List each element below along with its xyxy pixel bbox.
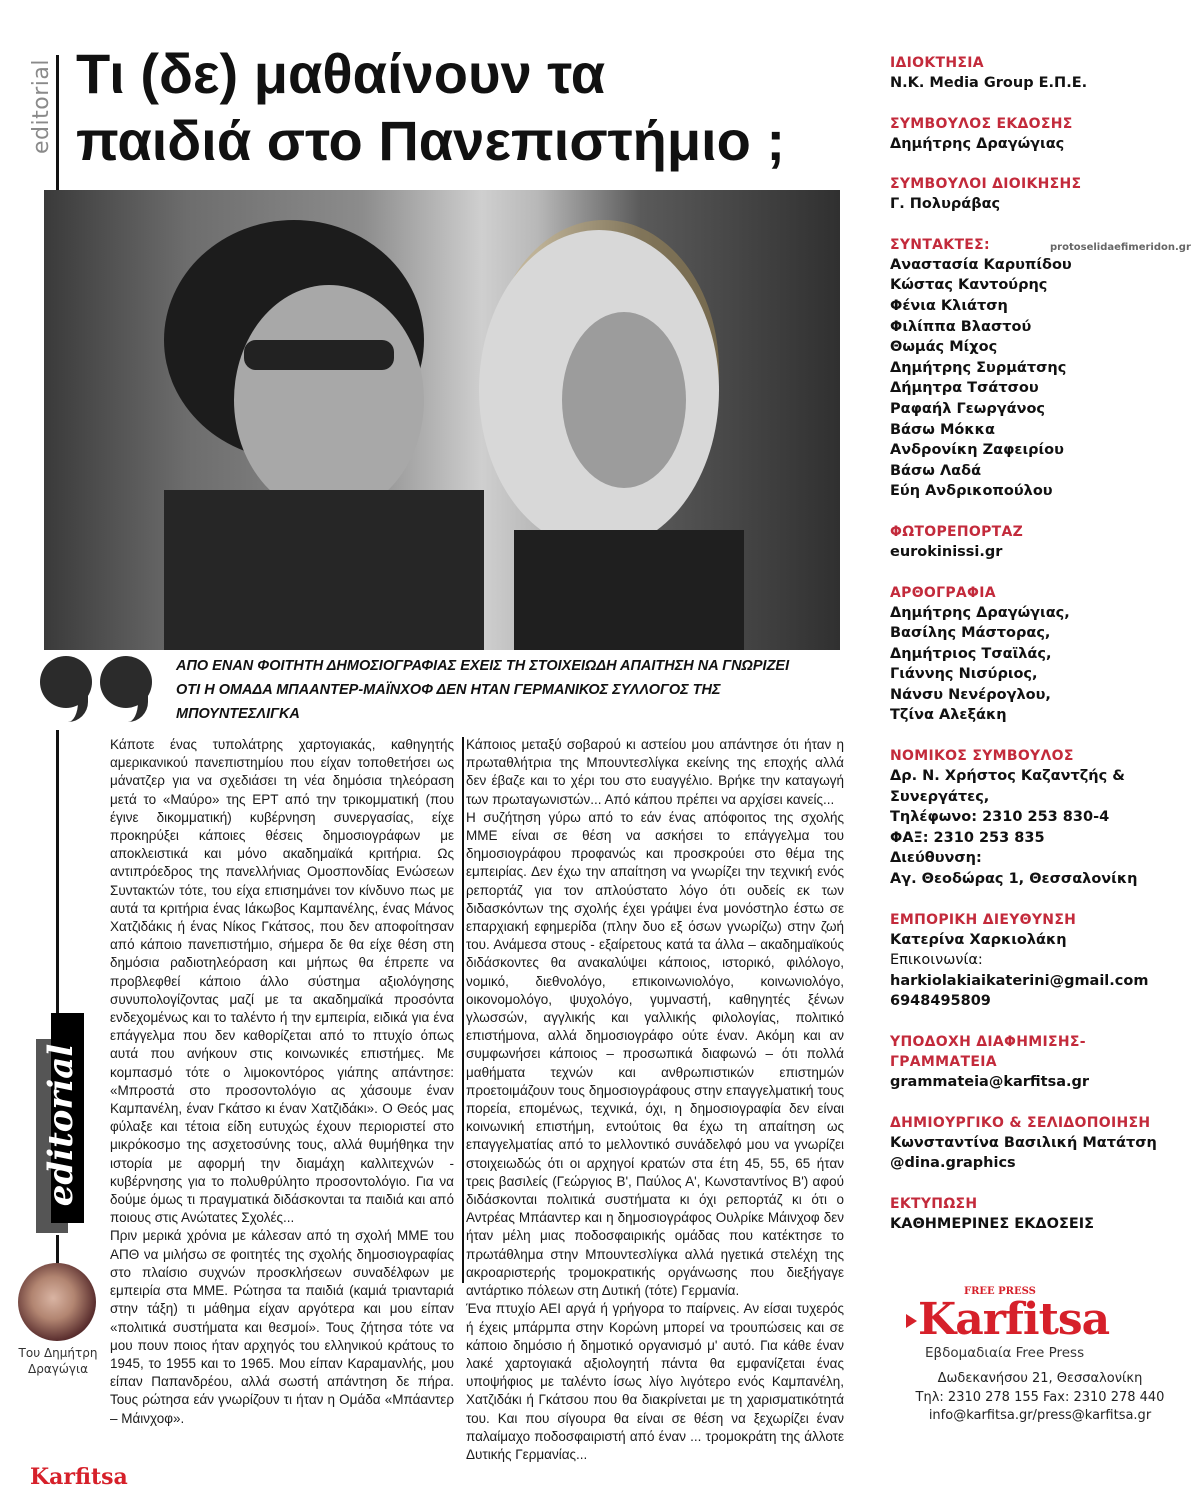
masthead-section [890,583,1195,727]
masthead-heading: ΙΔΙΟΚΤΗΣΙΑ [890,55,984,71]
masthead-heading: ΣΥΝΤΑΚΤΕΣ: [890,236,990,253]
masthead-section [890,1113,1195,1174]
quote-mark-icon [40,656,92,708]
masthead-line: eurokinissi.gr [890,543,1003,560]
masthead-line: Βάσω Μόκκα [890,421,995,438]
headline: Τι (δε) μαθαίνουν τα παιδιά στο Πανεπιστήμιο ; [76,42,786,172]
masthead [890,53,1195,1254]
masthead-label: Επικοινωνία: [890,952,983,969]
publisher-contact: Δωδεκανήσου 21, Θεσσαλονίκη Τηλ: 2310 278 155 Fax: 2310 278 440 info@karfitsa.gr/press@karfitsa.gr [915,1371,1165,1423]
masthead-line: Τζίνα Αλεξάκη [890,707,1007,724]
masthead-line: Διεύθυνση: [890,850,982,867]
masthead-line: Δημήτρης Δραγώγιας, [890,604,1070,621]
column-rule [462,737,464,1283]
masthead-line: Ν.Κ. Media Group Ε.Π.Ε. [890,75,1088,91]
masthead-line: ΦΑΞ: 2310 253 835 [890,829,1045,846]
masthead-heading: ΕΚΤΥΠΩΣΗ [890,1195,978,1212]
photo-illustration [44,190,840,650]
masthead-line: Δήμητρα Τσάτσου [890,380,1039,397]
masthead-line: 6948495809 [890,993,991,1010]
masthead-line: Φένια Κλιάτση [890,297,1008,314]
pull-quote: ΑΠΟ ΕΝΑΝ ΦΟΙΤΗΤΗ ΔΗΜΟΣΙΟΓΡΑΦΙΑΣ ΕΧΕΙΣ ΤΗ ΣΤΟΙΧΕΙΩΔΗ ΑΠΑΙΤΗΣΗ ΝΑ ΓΝΩΡΙΖΕΙ ΟΤΙ Η ΟΜΑΔΑ ΜΠΑΑΝΤΕΡ-ΜΑΪΝΧΟΦ ΔΕΝ ΗΤΑΝ ΓΕΡΜΑΝΙΚΟΣ ΣΥΛΛΟΓΟΣ ΤΗΣ ΜΠΟΥΝΤΕΣΛΙΓΚΑ [176,658,790,722]
masthead-section [890,1194,1195,1235]
masthead-heading: ΣΥΜΒΟΥΛΟΙ ΔΙΟΙΚΗΣΗΣ [890,176,1082,193]
masthead-line: Βασίλης Μάστορας, [890,625,1051,642]
masthead-line: Νάνσυ Νενέρογλου, [890,686,1051,703]
masthead-line: Αναστασία Καρυπίδου [890,256,1072,273]
author-avatar [18,1263,96,1341]
article-column-2: Κάποιος μεταξύ σοβαρού κι αστείου μου απάντησε ότι ήταν η πρωταθλήτρια της Μπουντεσλίγκα εκείνης της εποχής αλλά δεν έβαζε και το χέρι του στο ευαγγέλιο. Βρήκε την καταγωγή των πρωταγωνιστών... Από κάπου πρέπει να αρχίσει κανείς... Η συζήτηση γύρω από το εάν ένας απόφοιτος της σχολής ΜΜΕ είναι σε θέση να ασκήσει το επάγγελμα του δημοσιογράφου προφανώς και προσκρούει στο θέμα της εμπειρίας. Δεν έχω την απαίτηση να γνωρίζει την τεχνική ενός ρεπορτάζ για τον απλούστατο λόγο ότι ουδείς εκ των διδασκόντων της σχολής έχει γράψει ένα μονόστηλο έστω σε επαρχιακή εφημερίδα (πλην δυο εξ όσων γνωρίζω) στην ζωή του. Ανάμεσα στους - εξαίρετους κατά τα άλλα – ακαδημαϊκούς διδάσκοντες θα ανακαλύψει κάποιος, ιστορικό, φιλόλογο, νομικό, διεθνολόγο, επικοινωνιολόγο, κοινωνιολόγο, οικονομολόγο, ψυχολόγο, γυμναστή, καθηγητές ξένων γλωσσών, αγγλικής και γαλλικής φιλολογίας, πολιτικό επιστήμονα, αλλά δημοσιογράφο ούτε έναν. Ακόμη και αν συμφωνήσει κάποιος – προσωπικά διαφωνώ – ότι πολλά μαθήματα τεχνών και ανθρωπιστικών επιστημών προετοιμάζουν τους δημοσιογράφους στην επαγγελματική τους πορεία, επομένως, τεχνικά, όχι, η δημοσιογραφία δεν είναι κοινωνική επιστήμη, εντούτοις θα έχω τη απαίτηση ως επαγγελματίας από το μελλοντικό συνάδελφό μου να γνωρίζει στοιχειωδώς ότι οι αρχηγοί κρατών στα έτη 45, 55, 65 ήταν τρεις βασιλείς (Γεώργιος Β', Παύλος Α', Κωνσταντίνος Β') αφού διδάσκονται πολιτικά συστήματα κι όχι ρεπορτάζ κι ότι ο Αντρέας Μπάαντερ και η δημοσιογράφος Ουλρίκε Μάινχοφ δεν ήταν μέλη μιας ποδοσφαιρικής ομάδας που κατέκτησε το πρωτάθλημα στην Μπουντεσλίγκα αλλά ηγετικά στελέχη της ακροαριστερής τρομοκρατικής οργάνωσης που διεξήγαγε αντάρτικο πόλεων στη Δυτική (τότε) Γερμανία. Ένα πτυχίο ΑΕΙ αργά ή γρήγορα το παίρνεις. Αν είσαι τυχερός ή έχεις μπάρμπα στην Κορώνη μπορεί να τρουπώσεις και σε κάποιο δημόσιο ή δημοτικό οργανισμό μ' αυτό. Για κάθε έναν λακέ χαρτογιακά αξιολογητή πάντα θα εμφανίζεται ένας υποψήφιος με ταλέντο ίσως λίγο λιγότερο ενός Καμπανέλη, Χατζιδάκι ή Γκάτσου που θα διακρίνεται με τη χαρισματικότητά του. Και που σίγουρα θα είναι σε θέση να ξεχωρίζει έναν παλαίμαχο ποδοσφαιριστή από έναν ... τρομοκράτη της άλλοτε Δυτικής Γερμανίας... [466,737,844,1462]
section-kicker: editorial [28,59,54,154]
masthead-heading: ΣΥΜΒΟΥΛΟΣ ΕΚΔΟΣΗΣ [890,115,1073,132]
masthead-line: Δημήτριος Τσαϊλάς, [890,645,1052,662]
masthead-line: Γιάννης Νισύριος, [890,666,1038,683]
karfitsa-logo: FREE PRESS Karfitsa [906,1286,1176,1344]
masthead-heading: ΕΜΠΟΡΙΚΗ ΔΙΕΥΘΥΝΣΗ [890,911,1077,928]
masthead-line: Τηλέφωνο: 2310 253 830-4 [890,809,1110,826]
masthead-heading: ΦΩΤΟΡΕΠΟΡΤΑΖ [890,523,1024,540]
masthead-line: grammateia@karfitsa.gr [890,1074,1090,1090]
masthead-line: @dina.graphics [890,1155,1016,1172]
masthead-line: Δρ. Ν. Χρήστος Καζαντζής & [890,768,1125,785]
masthead-line: harkiolakiaikaterini@gmail.com [890,972,1149,989]
masthead-heading: ΔΗΜΙΟΥΡΓΙΚΟ & ΣΕΛΙΔΟΠΟΙΗΣΗ [890,1114,1151,1131]
footer-logo-fragment: Karfitsa [30,1464,128,1490]
logo-subtitle: Εβδομαδιαία Free Press [925,1345,1085,1361]
masthead-line: Εύη Ανδρικοπούλου [890,483,1053,500]
article-photo [44,190,840,650]
masthead-line: Κώστας Καντούρης [890,277,1048,294]
masthead-line: Βάσω Λαδά [890,462,982,479]
editorial-badge: editorial [36,1013,84,1235]
masthead-heading: ΥΠΟΔΟΧΗ ΔΙΑΦΗΜΙΣΗΣ- ΓΡΑΜΜΑΤΕΙΑ [890,1034,1086,1070]
masthead-section [890,114,1195,155]
article-column-1: Κάποτε ένας τυπολάτρης χαρτογιακάς, καθηγητής αμερικανικού πανεπιστημίου που είχαν τοποθετήσει ως μάνατζερ για να σχεδιάσει τη νέα δημόσια τηλεόραση μετά το «Μαύρο» της ΕΡΤ από την τρικομματική (που έγινε δικομματική) κυβέρνηση συνεργασίας, είχε προκηρύξει κάποιες θέσεις δημοσιογράφων με αποκλειστικά και μόνο ακαδημαϊκά κριτήρια. Ως αντιπρόεδρος της πανελλήνιας Ομοσπονδίας Ενώσεων Συντακτών τότε, του είχα επισημάνει τον κίνδυνο πως με αυτά τα κριτήρια ένας Ιάκωβος Καμπανέλης, ένας Μάνος Χατζιδάκις ή ένας Νίκος Γκάτσος, που δεν αποφοίτησαν από κάποιο πανεπιστήμιο, σήμερα δε θα είχε θέση στη δημόσια ραδιοτηλεόραση και μήπως θα έπρεπε να προβλεφθεί κάποιο άλλο σύστημα αξιολόγησης συνυπολογίζοντας μαζί με τα ακαδημαϊκά προσόντα ενδεχομένως και το ταλέντο ή την εμπειρία, ειδικά για ένα επάγγελμα που δεν καθορίζεται από το πτυχίο όπως αυτά που ανήκουν στις κοινωνικές επιστήμες. Με κομπασμό τότε ο λιμοκοντόρος γιάπης απάντησε: «Μπροστά στο προσοντολόγιο ας χάσουμε έναν Καμπανέλη, έναν Γκάτσο κι έναν Χατζιδάκι». Ο Θεός μας φύλαξε και τέτοια είδη ευτυχώς έχουν περιοριστεί στο μικρόκοσμο της ασχετοσύνης τους, αλλά θυμήθηκα την ιστορία με αφορμή την διαμάχη καλλιτεχνών - κυβέρνησης για το πολυθρύλητο προσοντολόγιο. Για να δούμε όμως τι πραγματικά διδάσκονται τα παιδιά και από ποιους στις Ανώτατες Σχολές... Πριν μερικά χρόνια με κάλεσαν από τη σχολή ΜΜΕ του ΑΠΘ να μιλήσω σε φοιτητές της σχολής δημοσιογραφίας στο πλαίσιο συχνών προσκλήσεων συναδέλφων με εμπειρία στα ΜΜΕ. Ρώτησα τα παιδιά (καμιά τριανταριά στην τάξη) τι μάθημα είχαν αργότερα και μου είπαν «πολιτικά συστήματα και θεσμοί». Τους ζήτησα τότε να μου πουν ποιος ήταν αρχηγός του ελληνικού κράτους το 1945, το 1955 και το 1965. Μου είπαν Καραμανλής, μου είπαν Παπανδρέου, αλλά σωστή απάντηση δε πήρα. Τους ρώτησα εάν γνωρίζουν τι ήταν η Ομάδα «Μπάαντερ – Μάινχοφ». [110,737,454,1426]
masthead-line: Κωνσταντίνα Βασιλική Ματάτση [890,1134,1157,1151]
rule-mid [56,730,59,1013]
masthead-section [890,910,1195,1012]
masthead-line: Γ. Πολυράβας [890,196,1001,213]
masthead-line: Δημήτρης Συρμάτσης [890,359,1067,376]
masthead-line: Ανδρονίκη Ζαφειρίου [890,442,1064,459]
masthead-line: Κατερίνα Χαρκιολάκη [890,931,1067,948]
author-byline: Του Δημήτρη Δραγώγια [18,1346,98,1376]
masthead-heading: ΑΡΘΟΓΡΑΦΙΑ [890,584,996,601]
masthead-section [890,174,1195,215]
masthead-line: Φιλίππα Βλαστού [890,318,1032,335]
masthead-line: Αγ. Θεοδώρας 1, Θεσσαλονίκη [890,871,1138,888]
masthead-line: Θωμάς Μίχος [890,339,998,356]
masthead-section [890,746,1195,890]
watermark: protoselidaefimeridon.gr [1050,242,1191,253]
masthead-section [890,522,1195,563]
masthead-line: Ραφαήλ Γεωργάνος [890,400,1046,417]
masthead-section [890,53,1195,94]
play-triangle-icon [906,1314,917,1328]
masthead-heading: ΝΟΜΙΚΟΣ ΣΥΜΒΟΥΛΟΣ [890,748,1074,765]
rule-low [56,1235,59,1265]
masthead-line: ΚΑΘΗΜΕΡΙΝΕΣ ΕΚΔΟΣΕΙΣ [890,1215,1095,1232]
masthead-line: Συνεργάτες, [890,788,990,805]
masthead-section [890,235,1195,502]
masthead-section [890,1032,1195,1093]
masthead-line: Δημήτρης Δραγώγιας [890,135,1065,152]
quote-mark-icon [100,656,152,708]
